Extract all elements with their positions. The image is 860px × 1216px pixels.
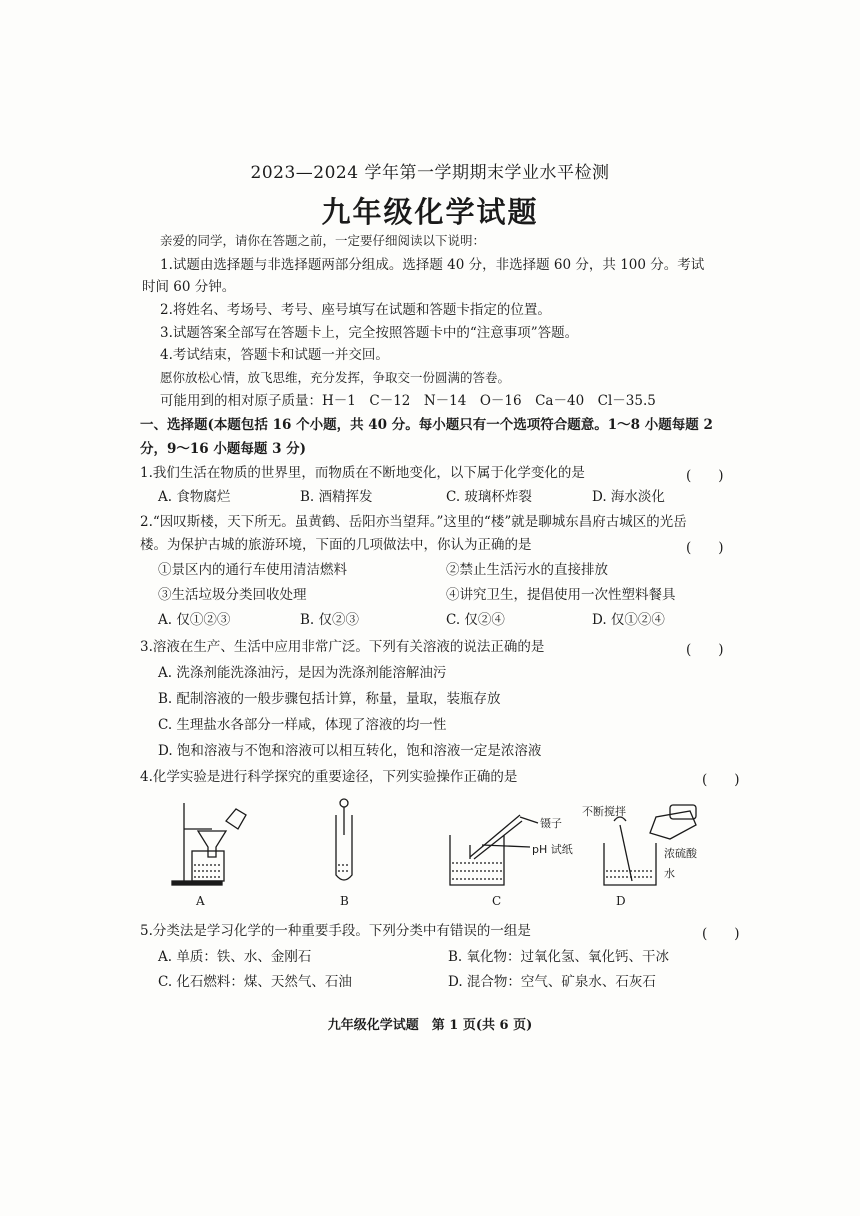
q2-stem-line2: 楼。为保护古城的旅游环境，下面的几项做法中，你认为正确的是 (140, 537, 532, 553)
q5-stem: 5.分类法是学习化学的一种重要手段。下列分类中有错误的一组是 (140, 923, 531, 939)
q3-option-c: C. 生理盐水各部分一样咸，体现了溶液的均一性 (158, 717, 447, 733)
figure-c-label: C (492, 894, 502, 908)
instructions-greeting: 亲爱的同学，请你在答题之前，一定要仔细阅读以下说明： (160, 233, 486, 248)
q4-stem: 4.化学实验是进行科学探究的重要途径，下列实验操作正确的是 (140, 769, 518, 785)
figure-c-ph-test (450, 815, 538, 885)
q2-option-d: D. 仅①②④ (592, 612, 665, 628)
q5-option-b: B. 氧化物：过氧化氢、氧化钙、干冰 (448, 949, 670, 965)
exam-title: 九年级化学试题 (321, 195, 539, 229)
q1-option-c: C. 玻璃杯炸裂 (446, 489, 532, 505)
instruction-1-line2: 时间 60 分钟。 (142, 279, 236, 295)
instruction-2: 2.将姓名、考场号、考号、座号填写在试题和答题卡指定的位置。 (160, 302, 551, 318)
figure-a-filtration (172, 803, 246, 885)
section-1-heading-line2: 分，9～16 小题每题 3 分) (140, 441, 307, 457)
instruction-4: 4.考试结束，答题卡和试题一并交回。 (160, 347, 389, 363)
figure-d-stir-label: 不断搅拌 (582, 805, 626, 818)
q2-stem-line1: 2.“因叹斯楼，天下所无。虽黄鹤、岳阳亦当望拜。”这里的“楼”就是聊城东昌府古城区的光岳 (140, 514, 687, 530)
q1-option-a: A. 食物腐烂 (158, 489, 231, 505)
q1-stem: 1.我们生活在物质的世界里，而物质在不断地变化，以下属于化学变化的是 (140, 465, 585, 481)
q2-statement-2: ②禁止生活污水的直接排放 (446, 562, 608, 578)
q5-answer-paren: ( ) (702, 926, 740, 942)
q3-option-b: B. 配制溶液的一般步骤包括计算，称量，量取，装瓶存放 (158, 691, 501, 707)
q4-answer-paren: ( ) (702, 772, 740, 788)
figure-d-acid-label: 浓硫酸 (664, 847, 697, 860)
figure-d-label: D (616, 894, 626, 908)
figure-b-label: B (340, 894, 349, 908)
figure-b-test-tube (336, 799, 352, 880)
q5-option-a: A. 单质：铁、水、金刚石 (158, 949, 312, 965)
figure-a-label: A (196, 894, 205, 908)
figure-c-ph-paper-label: pH 试纸 (532, 843, 573, 856)
q2-option-b: B. 仅②③ (300, 612, 360, 628)
q2-statement-1: ①景区内的通行车使用清洁燃料 (158, 562, 347, 578)
q3-option-d: D. 饱和溶液与不饱和溶液可以相互转化，饱和溶液一定是浓溶液 (158, 743, 542, 759)
q5-option-d: D. 混合物：空气、矿泉水、石灰石 (448, 974, 656, 990)
q1-option-d: D. 海水淡化 (592, 489, 665, 505)
q2-statement-4: ④讲究卫生，提倡使用一次性塑料餐具 (446, 587, 676, 603)
q3-option-a: A. 洗涤剂能洗涤油污，是因为洗涤剂能溶解油污 (158, 665, 447, 681)
q2-statement-3: ③生活垃圾分类回收处理 (158, 587, 307, 603)
instruction-3: 3.试题答案全部写在答题卡上，完全按照答题卡中的“注意事项”答题。 (160, 325, 579, 341)
figure-c-tweezers-label: 镊子 (540, 817, 562, 830)
instruction-1-line1: 1.试题由选择题与非选择题两部分组成。选择题 40 分，非选择题 60 分，共 100 分。考试 (160, 257, 705, 273)
atomic-masses: 可能用到的相对原子质量：H－1 C－12 N－14 O－16 Ca－40 Cl－35.5 (160, 393, 656, 409)
q2-answer-paren: ( ) (686, 540, 724, 556)
q4-experiment-figures (0, 795, 860, 925)
instructions-wish: 愿你放松心情，放飞思维，充分发挥，争取交一份圆满的答卷。 (160, 370, 511, 385)
q3-answer-paren: ( ) (686, 642, 724, 658)
q5-option-c: C. 化石燃料：煤、天然气、石油 (158, 974, 352, 990)
q2-option-a: A. 仅①②③ (158, 612, 231, 628)
exam-subtitle: 2023—2024 学年第一学期期末学业水平检测 (250, 163, 610, 183)
q3-stem: 3.溶液在生产、生活中应用非常广泛。下列有关溶液的说法正确的是 (140, 639, 545, 655)
page-footer: 九年级化学试题 第 1 页(共 6 页) (327, 1018, 533, 1033)
q1-option-b: B. 酒精挥发 (300, 489, 373, 505)
q1-answer-paren: ( ) (686, 468, 724, 484)
section-1-heading-line1: 一、选择题(本题包括 16 个小题，共 40 分。每小题只有一个选项符合题意。1～8 小题每题 2 (140, 417, 713, 433)
q2-option-c: C. 仅②④ (446, 612, 505, 628)
figure-d-water-label: 水 (664, 867, 675, 880)
